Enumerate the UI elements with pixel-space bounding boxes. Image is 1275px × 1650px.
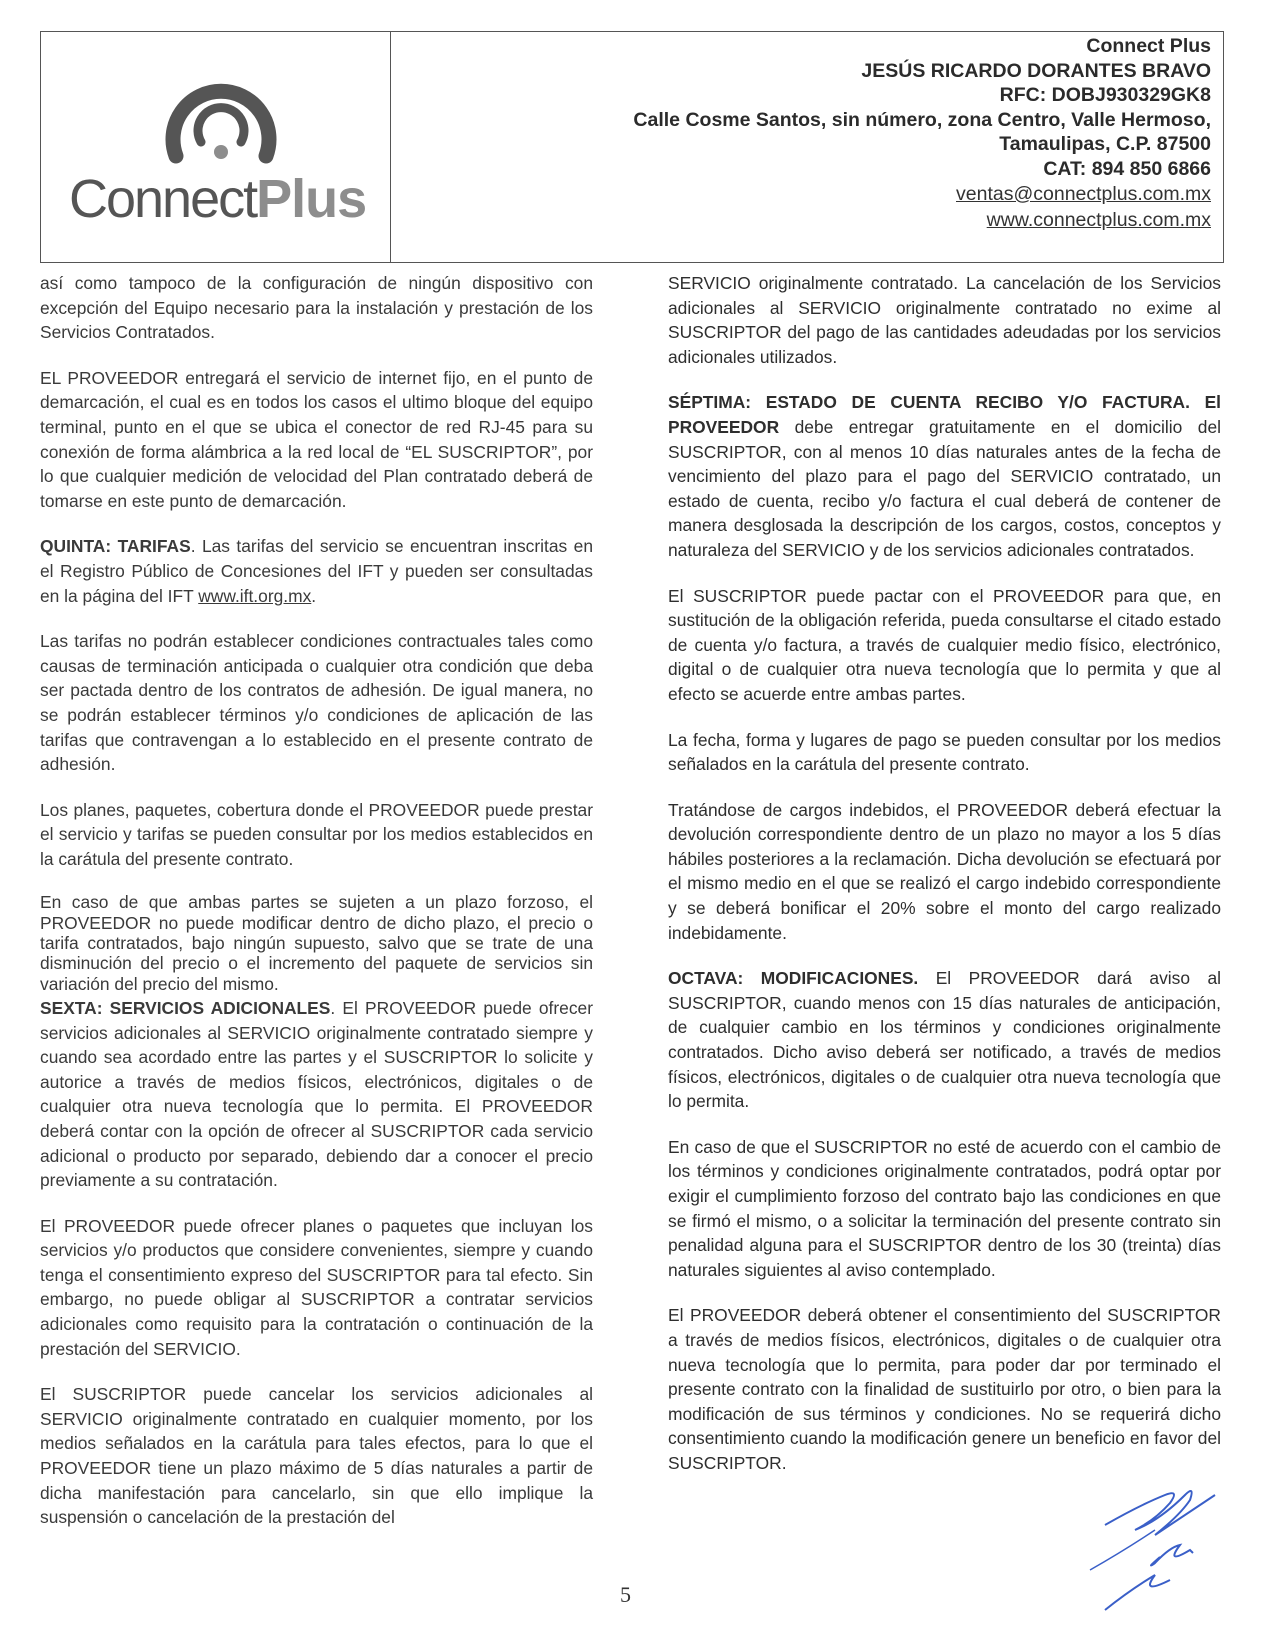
owner-name: JESÚS RICARDO DORANTES BRAVO	[861, 59, 1211, 82]
clause-text: El PROVEEDOR dará aviso al SUSCRIPTOR, cuando menos con 15 días naturales de anticipación, de cualquier cambio en los términos y condiciones originalmente contratados. Dicho aviso deberá ser notificado, a través de medios físicos, electrónicos, digitales o de cualquier otra nueva tecnología que lo permita.	[668, 968, 1221, 1112]
paragraph: Tratándose de cargos indebidos, el PROVEEDOR deberá efectuar la devolución correspondiente dentro de un plazo no mayor a los 5 días hábiles posteriores a la reclamación. Dicha devolución se efectuará por el mismo medio en el que se realizó el cargo indebido correspondiente y se deberá bonificar el 20% sobre el monto del cargo realizado indebidamente.	[668, 799, 1221, 943]
paragraph: En caso de que el SUSCRIPTOR no esté de acuerdo con el cambio de los términos y condiciones originalmente contratados, podrá optar por exigir el cumplimiento forzoso del contrato bajo las condiciones en que se firmó el mismo, o a solicitar la terminación del presente contrato sin penalidad alguna para el SUSCRIPTOR dentro de los 30 (treinta) días naturales siguientes al aviso contemplado.	[668, 1136, 1221, 1280]
rfc: RFC: DOBJ930329GK8	[999, 84, 1211, 106]
paragraph: En caso de que ambas partes se sujeten a un plazo forzoso, el PROVEEDOR no puede modificar dentro de dicho plazo, el precio o tarifa contratados, bajo ningún supuesto, salvo que se trate de una disminución del precio o el incremento del paquete de servicios sin variación del precio del mismo.	[40, 892, 593, 994]
logo-wordmark	[69, 168, 366, 230]
right-column	[668, 271, 1221, 1476]
clause-heading: OCTAVA: MODIFICACIONES.	[668, 968, 919, 989]
clause-sexta	[40, 996, 593, 1193]
clause-text: debe entregar gratuitamente en el domicilio del SUSCRIPTOR, con al menos 10 días naturales antes de la fecha de vencimiento del plazo para el pago del SERVICIO contratado, un estado de cuenta, recibo y/o factura el cual deberá de contener de manera desglosada la descripción de los cargos, costos, conceptos y naturaleza del SERVICIO y de los servicios adicionales contratados.	[668, 416, 1221, 560]
paragraph: así como tampoco de la configuración de ningún dispositivo con excepción del Equipo necesario para la instalación y prestación de los Servicios Contratados.	[40, 273, 593, 343]
clause-quinta	[40, 534, 593, 608]
paragraph: Los planes, paquetes, cobertura donde el PROVEEDOR puede prestar el servicio y tarifas se pueden consultar por los medios establecidos en la carátula del presente contrato.	[40, 799, 593, 869]
company-name: Connect Plus	[1086, 35, 1211, 57]
ift-link[interactable]: www.ift.org.mx	[198, 585, 312, 606]
wifi-logo-icon	[156, 66, 286, 166]
signature-icon	[1085, 1475, 1235, 1615]
clause-octava	[668, 966, 1221, 1114]
paragraph: La fecha, forma y lugares de pago se pueden consultar por los medios señalados en la carátula del presente contrato.	[668, 729, 1221, 775]
clause-text: . El PROVEEDOR puede ofrecer servicios adicionales al SERVICIO originalmente contratado siempre y cuando sea acordado entre las partes y el SUSCRIPTOR lo solicite y autorice a través de medios físicos, electrónicos, digitales o de cualquier otra nueva tecnología que lo permita. El PROVEEDOR deberá contar con la opción de ofrecer al SUSCRIPTOR cada servicio adicional o producto por separado, debiendo dar a conocer el precio previamente a su contratación.	[40, 997, 593, 1191]
page-number: 5	[620, 1582, 631, 1607]
cat-phone: CAT: 894 850 6866	[1043, 157, 1211, 180]
clause-heading: SÉPTIMA: ESTADO DE CUENTA RECIBO Y/O FACTURA. El PROVEEDOR	[668, 392, 1221, 437]
logo-cell	[41, 32, 391, 262]
clause-heading: SEXTA: SERVICIOS ADICIONALES	[40, 997, 331, 1018]
paragraph: Las tarifas no podrán establecer condiciones contractuales tales como causas de terminación anticipada o cualquier otra condición que deba ser pactada dentro de los contratos de adhesión. De igual manera, no se podrán establecer términos y/o condiciones de aplicación de las tarifas que contravengan a lo establecido en el presente contrato de adhesión.	[40, 631, 593, 775]
email-link[interactable]: ventas@connectplus.com.mx	[956, 183, 1211, 205]
address-line-1: Calle Cosme Santos, sin número, zona Centro, Valle Hermoso,	[633, 108, 1211, 131]
paragraph: El SUSCRIPTOR puede cancelar los servicios adicionales al SERVICIO originalmente contratado en cualquier momento, por los medios señalados en la carátula para tales efectos, para lo que el PROVEEDOR tiene un plazo máximo de 5 días naturales a partir de dicha manifestación para cancelarlo, sin que ello implique la suspensión o cancelación de la prestación del	[40, 1384, 593, 1528]
logo-word-plus: Plus	[256, 169, 367, 229]
website-link[interactable]: www.connectplus.com.mx	[986, 209, 1211, 231]
clause-text: . Las tarifas del servicio se encuentran inscritas en el Registro Público de Concesiones del IFT y pueden ser consultadas en la página del IFT	[40, 536, 593, 606]
company-info	[391, 32, 1223, 262]
paragraph: SERVICIO originalmente contratado. La cancelación de los Servicios adicionales al SERVICIO originalmente contratado no exime al SUSCRIPTOR del pago de las cantidades adeudadas por los servicios adicionales utilizados.	[668, 273, 1221, 367]
address-line-2: Tamaulipas, C.P. 87500	[999, 133, 1211, 155]
logo-word-connect: Connect	[69, 169, 257, 229]
paragraph: El PROVEEDOR puede ofrecer planes o paquetes que incluyan los servicios y/o productos que considere convenientes, siempre y cuando tenga el consentimiento expreso del SUSCRIPTOR para tal efecto. Sin embargo, no puede obligar al SUSCRIPTOR a contratar servicios adicionales como requisito para la contratación o continuación de la prestación del SERVICIO.	[40, 1215, 593, 1359]
clause-heading: QUINTA: TARIFAS	[40, 536, 191, 557]
left-column	[40, 271, 593, 1530]
clause-septima	[668, 390, 1221, 562]
paragraph: EL PROVEEDOR entregará el servicio de internet fijo, en el punto de demarcación, el cual es en todos los casos el ultimo bloque del equipo terminal, punto en el que se ubica el conector de red RJ-45 para su conexión de forma alámbrica a la red local de “EL SUSCRIPTOR”, por lo que cualquier medición de velocidad del Plan contratado deberá de tomarse en este punto de demarcación.	[40, 367, 593, 511]
paragraph: El PROVEEDOR deberá obtener el consentimiento del SUSCRIPTOR a través de medios físicos, electrónicos, digitales o de cualquier otra nueva tecnología que lo permita, para poder dar por terminado el presente contrato con la finalidad de sustituirlo por otro, o bien para la modificación de sus términos y condiciones. No se requerirá dicho consentimiento cuando la modificación genere un beneficio en favor del SUSCRIPTOR.	[668, 1305, 1221, 1473]
header-box	[40, 31, 1224, 263]
clause-text-end: .	[311, 585, 317, 606]
paragraph: El SUSCRIPTOR puede pactar con el PROVEEDOR para que, en sustitución de la obligación referida, pueda consultarse el citado estado de cuenta y/o factura, a través de cualquier medio físico, electrónico, digital o de cualquier otra nueva tecnología que lo permita y que al efecto se acuerde entre ambas partes.	[668, 585, 1221, 704]
